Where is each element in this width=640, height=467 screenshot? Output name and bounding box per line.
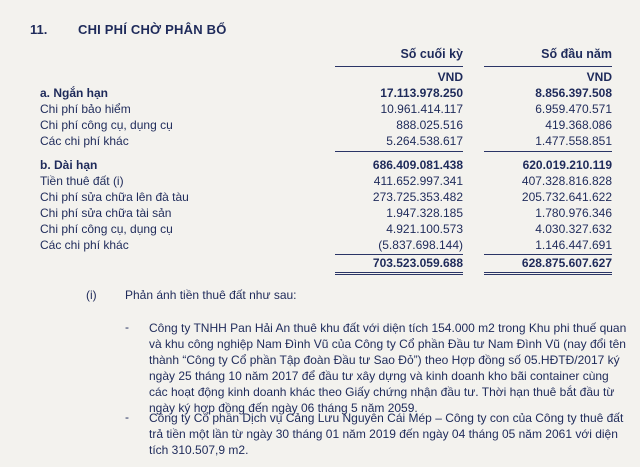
value-end: 5.264.538.617	[386, 134, 463, 148]
total-double-rule-end-2	[335, 274, 463, 275]
table-row-total	[40, 256, 612, 271]
row-label: Tiền thuê đất (i)	[40, 174, 124, 188]
total-double-rule-end-1	[335, 272, 463, 273]
table-row	[40, 134, 612, 149]
value-start: 407.328.816.828	[521, 174, 612, 188]
total-rule-start	[484, 254, 612, 255]
column-header-start: Số đầu năm	[541, 47, 612, 61]
value-end: 1.947.328.185	[386, 206, 463, 220]
value-end: (5.837.698.144)	[378, 238, 463, 252]
table-row	[40, 206, 612, 221]
value-end: 17.113.978.250	[380, 86, 463, 100]
value-end: 273.725.353.482	[372, 190, 463, 204]
row-label: Chi phí sửa chữa lên đà tàu	[40, 190, 189, 204]
row-label: Chi phí công cụ, dụng cụ	[40, 118, 173, 132]
value-start: 8.856.397.508	[535, 86, 612, 100]
value-end: 888.025.516	[396, 118, 463, 132]
note-intro: Phản ánh tiền thuê đất như sau:	[125, 288, 297, 302]
note-marker: (i)	[86, 288, 97, 302]
column-header-end: Số cuối kỳ	[400, 47, 463, 61]
value-start: 1.477.558.851	[535, 134, 612, 148]
bullet-dash: -	[125, 320, 129, 334]
total-double-rule-start-2	[484, 274, 612, 275]
bullet-dash: -	[125, 410, 129, 424]
row-label: Chi phí sửa chữa tài sản	[40, 206, 172, 220]
subtotal-rule-end	[335, 151, 463, 152]
total-double-rule-start-1	[484, 272, 612, 273]
table-row	[40, 190, 612, 205]
table-row	[40, 86, 612, 101]
row-label: a. Ngắn hạn	[40, 86, 109, 100]
table-row	[40, 222, 612, 237]
row-label: b. Dài hạn	[40, 158, 98, 172]
value-end: 4.921.100.573	[386, 222, 463, 236]
table-row	[40, 238, 612, 253]
row-label: Chi phí công cụ, dụng cụ	[40, 222, 173, 236]
value-start: 628.875.607.627	[521, 256, 612, 270]
value-start: 1.146.447.691	[535, 238, 612, 252]
column-header-rule-end	[335, 66, 463, 67]
unit-label-start: VND	[586, 70, 612, 84]
table-row	[40, 158, 612, 173]
table-row	[40, 118, 612, 133]
total-rule-end	[335, 254, 463, 255]
row-label: Chi phí bảo hiểm	[40, 102, 131, 116]
subtotal-rule-start	[484, 151, 612, 152]
value-end: 686.409.081.438	[372, 158, 463, 172]
value-start: 4.030.327.632	[535, 222, 612, 236]
table-row	[40, 174, 612, 189]
value-start: 620.019.210.119	[522, 158, 612, 172]
value-start: 1.780.976.346	[535, 206, 612, 220]
row-label: Các chi phí khác	[40, 238, 129, 252]
table-row	[40, 102, 612, 117]
value-end: 411.652.997.341	[373, 174, 463, 188]
column-header-rule-start	[484, 66, 612, 67]
section-number: 11.	[30, 22, 48, 37]
note-paragraph: Công ty Cổ phần Dịch vụ Cảng Lưu Nguyên Cái Mép – Công ty con của Công ty thuê đất trả tiền một lần từ ngày 30 tháng 01 năm 2019 đến ngày 04 tháng 05 năm 2061 với diện tích 310.507,9 m2.	[149, 411, 624, 457]
value-end: 10.961.414.117	[380, 102, 463, 116]
value-start: 205.732.641.622	[521, 190, 612, 204]
note-paragraph: Công ty TNHH Pan Hải An thuê khu đất với diện tích 154.000 m2 trong Khu phi thuế quan và khu công nghiệp Nam Đình Vũ của Công ty Cổ phần Đầu tư Nam Đình Vũ (nay đổi tên thành “Công ty Cổ phần Tập đoàn Đầu tư Sao Đỏ”) theo Hợp đồng số 05.HĐTĐ/2017 ký ngày 25 tháng 10 năm 2017 để đầu tư xây dựng và kinh doanh kho bãi container cùng các hoạt động kinh doanh khác theo Giấy chứng nhận đầu tư. Thời hạn thuê bắt đầu từ ngày ký hợp đồng đến ngày 06 tháng 5 năm 2059.	[149, 321, 627, 415]
section-title: CHI PHÍ CHỜ PHÂN BỔ	[78, 22, 227, 37]
unit-label-end: VND	[437, 70, 463, 84]
value-start: 419.368.086	[545, 118, 612, 132]
value-start: 6.959.470.571	[535, 102, 612, 116]
row-label: Các chi phí khác	[40, 134, 129, 148]
value-end: 703.523.059.688	[372, 256, 463, 270]
